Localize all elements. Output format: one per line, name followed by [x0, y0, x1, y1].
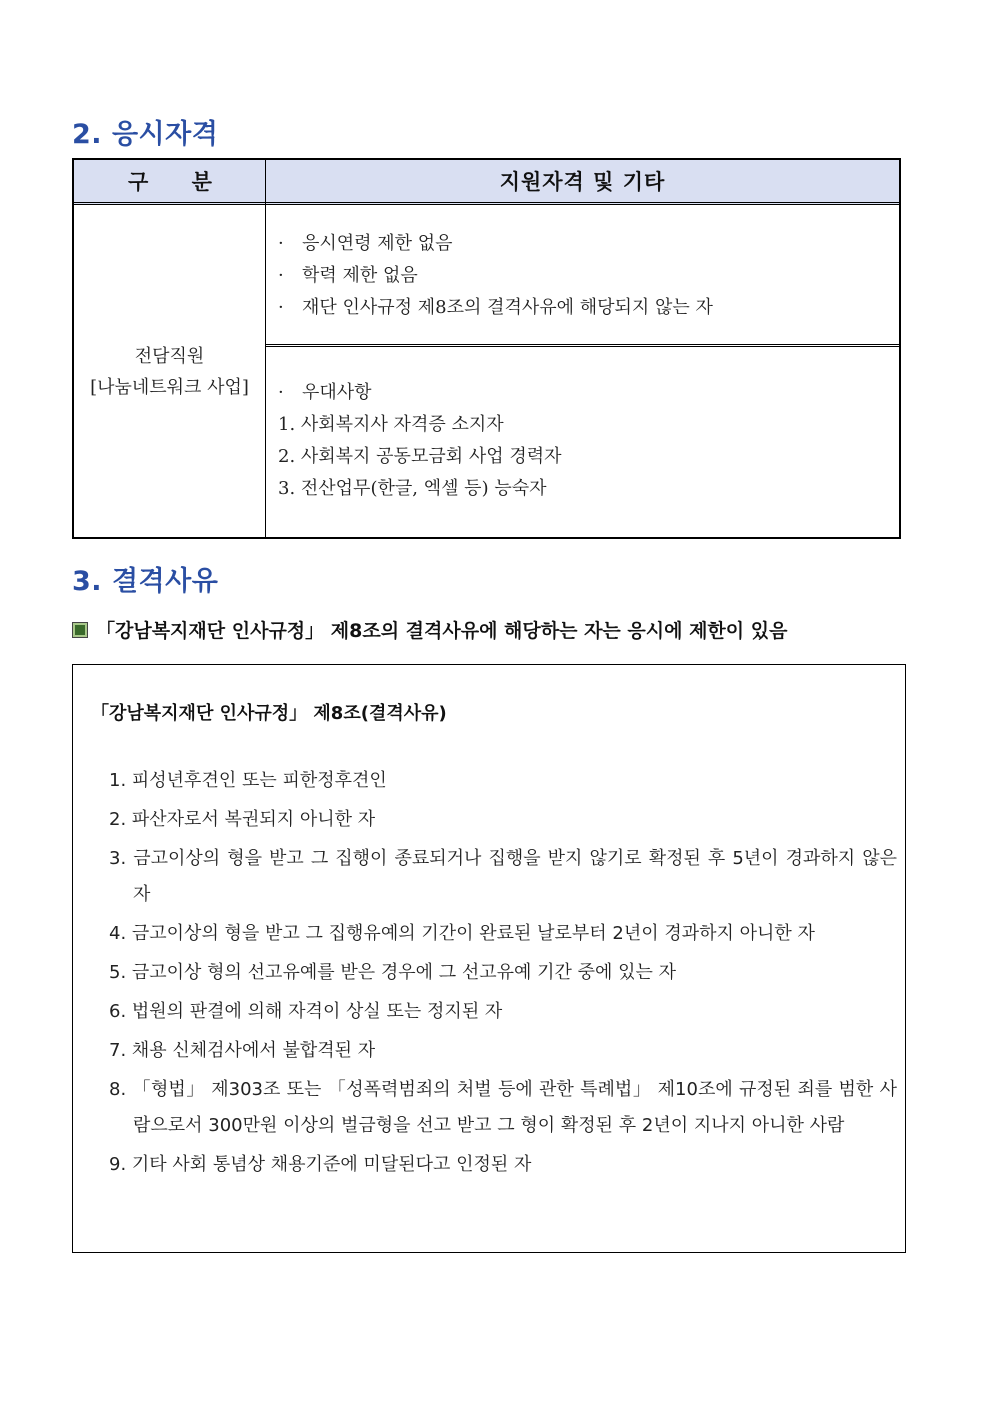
- bullet-icon: ·: [278, 265, 284, 286]
- list-item: 4. 금고이상의 형을 받고 그 집행유예의 기간이 완료된 날로부터 2년이 경과하지 아니한 자: [109, 923, 815, 944]
- list-item: · 재단 인사규정 제8조의 결격사유에 해당되지 않는 자: [278, 292, 899, 324]
- subheading: [72, 616, 787, 643]
- header-detail: 지원자격 및 기타: [499, 170, 666, 194]
- preference-title: · 우대사항: [278, 377, 899, 409]
- subheading-text: 「강남복지재단 인사규정」 제8조의 결격사유에 해당하는 자는 응시에 제한이 있음: [96, 620, 788, 642]
- bullet-icon: ·: [278, 233, 284, 254]
- header-category: 구 분: [128, 170, 230, 194]
- disqualification-list: [109, 763, 897, 1186]
- list-item: 7. 채용 신체검사에서 불합격된 자: [109, 1040, 376, 1061]
- list-item: 3. 전산업무(한글, 엑셀 등) 능숙자: [278, 478, 547, 499]
- list-item: 8. 「형법」 제303조 또는 「성폭력범죄의 처벌 등에 관한 특례법」 제10조에 규정된 죄를 범한 사람으로서 300만원 이상의 벌금형을 선고 받고 그 형이 확정된 후 2년이 지나지 아니한 사람: [109, 1079, 897, 1136]
- list-item: 2. 사회복지 공동모금회 사업 경력자: [278, 446, 562, 467]
- bullet-icon: ·: [278, 382, 284, 403]
- bullet-icon: ·: [278, 297, 284, 318]
- qualification-table: [72, 158, 901, 539]
- preference-list: [266, 347, 899, 537]
- list-item: 5. 금고이상 형의 선고유예를 받은 경우에 그 선고유예 기간 중에 있는 자: [109, 962, 676, 983]
- category-line-2: [나눔네트워크 사업]: [90, 376, 249, 398]
- list-item: 9. 기타 사회 통념상 채용기준에 미달된다고 인정된 자: [109, 1154, 532, 1175]
- category-cell: [74, 206, 265, 537]
- list-item: 3. 금고이상의 형을 받고 그 집행이 종료되거나 집행을 받지 않기로 확정된 후 5년이 경과하지 않은 자: [109, 848, 897, 905]
- list-item: · 응시연령 제한 없음: [278, 228, 899, 260]
- list-item: 1. 사회복지사 자격증 소지자: [278, 414, 504, 435]
- list-item: 2. 파산자로서 복권되지 아니한 자: [109, 809, 376, 830]
- table-header: [74, 160, 899, 205]
- list-item: 1. 피성년후견인 또는 피한정후견인: [109, 770, 387, 791]
- section-2-title: 2. 응시자격: [72, 119, 219, 150]
- square-bullet-icon: [72, 622, 88, 638]
- category-line-1: 전담직원: [134, 345, 205, 367]
- section-3-title: 3. 결격사유: [72, 566, 219, 597]
- box-title: 「강남복지재단 인사규정」 제8조(결격사유): [91, 703, 447, 724]
- qualification-list: [266, 206, 899, 347]
- list-item: 6. 법원의 판결에 의해 자격이 상실 또는 정지된 자: [109, 1001, 503, 1022]
- list-item: · 학력 제한 없음: [278, 260, 899, 292]
- disqualification-box: [72, 664, 906, 1253]
